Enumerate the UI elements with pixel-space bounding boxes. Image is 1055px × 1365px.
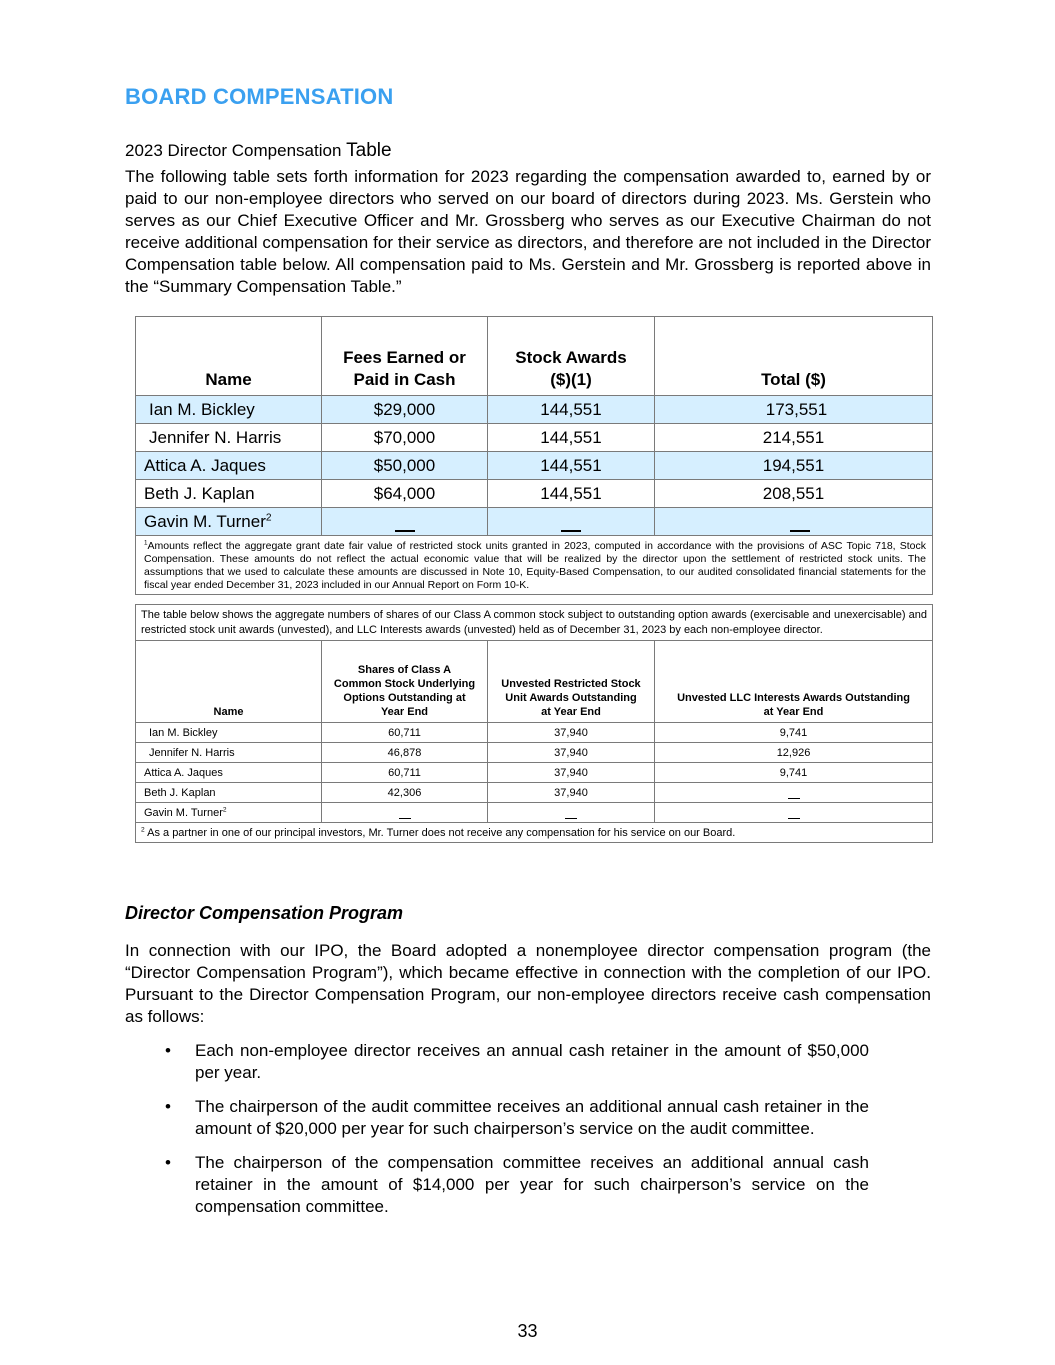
page-number: 33: [517, 1321, 538, 1341]
cell-options: 60,711: [322, 763, 488, 783]
em-dash: [788, 798, 800, 799]
cell-stock: 144,551: [488, 480, 655, 508]
page-heading: BOARD COMPENSATION: [125, 84, 394, 109]
table-footnote-row: [136, 823, 933, 843]
cell-fees: $29,000: [322, 396, 488, 424]
cell-rsu: 37,940: [488, 743, 655, 763]
table-header-row: [136, 317, 933, 396]
cell-fees: $64,000: [322, 480, 488, 508]
header-line: Options Outstanding at: [343, 692, 466, 704]
cell-options: 60,711: [322, 723, 488, 743]
cell-fees: $50,000: [322, 452, 488, 480]
header-fees-line1: Fees Earned or: [343, 348, 466, 367]
cell-total: 214,551: [655, 424, 933, 452]
header-line: Unvested Restricted Stock: [501, 678, 641, 690]
header-total: Total ($): [655, 317, 933, 396]
list-item-text: Each non-employee director receives an annual cash retainer in the amount of $50,000 per year.: [195, 1041, 869, 1082]
subheading-part2: Table: [346, 140, 392, 161]
cell-name: Ian M. Bickley: [136, 396, 322, 424]
cell-rsu: 37,940: [488, 783, 655, 803]
table-row: [136, 743, 933, 763]
cell-stock: 144,551: [488, 452, 655, 480]
footnote-ref: 2: [265, 511, 272, 523]
header-line: Year End: [380, 706, 429, 718]
cell-name: Jennifer N. Harris: [136, 424, 322, 452]
table-row: [136, 396, 933, 424]
em-dash: [565, 818, 577, 819]
cell-llc: [655, 783, 933, 803]
cell-options: 46,878: [322, 743, 488, 763]
header-name: Name: [136, 641, 322, 723]
list-item: [165, 1152, 869, 1218]
table-row: [136, 424, 933, 452]
table-row: [136, 783, 933, 803]
cell-llc: 9,741: [655, 763, 933, 783]
em-dash: [399, 818, 411, 819]
table-intro-row: [136, 605, 933, 641]
cell-llc: 9,741: [655, 723, 933, 743]
table2-footnote: [136, 823, 933, 843]
cell-name: Ian M. Bickley: [136, 723, 322, 743]
cell-total: 173,551: [655, 396, 933, 424]
cell-stock: 144,551: [488, 424, 655, 452]
cell-options: 42,306: [322, 783, 488, 803]
em-dash: [788, 818, 800, 819]
cell-fees: [322, 508, 488, 536]
cell-name: Jennifer N. Harris: [136, 743, 322, 763]
cell-name-text: Gavin M. Turner: [144, 806, 223, 819]
cell-name: [136, 803, 322, 823]
cell-total: 194,551: [655, 452, 933, 480]
header-stock-line1: Stock Awards: [515, 348, 627, 367]
cell-name-text: Gavin M. Turner: [144, 511, 266, 531]
cell-name: Beth J. Kaplan: [136, 783, 322, 803]
header-line: Unit Awards Outstanding: [505, 692, 637, 704]
cell-options: [322, 803, 488, 823]
header-options: [322, 641, 488, 723]
footnote-text: Amounts reflect the aggregate grant date fair value of restricted stock units granted in 2023, computed in accordance with the provisions of ASC Topic 718, Stock Compensation. These amounts do not reflect the actual economic value that will be realized by the director upon the settlement of restricted stock units. The assumptions that we used to calculate these amounts are discussed in Note 10, Equity-Based Compensation, to our audited consolidated financial statements for the fiscal year ended December 31, 2023 included in our Annual Report on Form 10-K.: [144, 540, 926, 591]
table-row: [136, 508, 933, 536]
table-footnote-row: [136, 536, 933, 595]
list-item-text: The chairperson of the audit committee receives an additional annual cash retainer in the amount of $20,000 per year for such chairperson’s service on the audit committee.: [195, 1097, 869, 1138]
footnote-ref: 2: [222, 805, 227, 813]
header-rsu: [488, 641, 655, 723]
subheading-part1: 2023 Director Compensation: [125, 141, 347, 160]
program-bullet-list: [165, 1040, 869, 1230]
table-row: [136, 723, 933, 743]
director-compensation-table: [135, 316, 933, 595]
cell-rsu: 37,940: [488, 763, 655, 783]
cell-name: Beth J. Kaplan: [136, 480, 322, 508]
list-item: [165, 1040, 869, 1084]
em-dash: [790, 530, 810, 532]
cell-stock: 144,551: [488, 396, 655, 424]
program-title: Director Compensation Program: [125, 903, 404, 923]
cell-rsu: [488, 803, 655, 823]
footnote-marker: 2: [141, 825, 145, 833]
bullet-icon: •: [165, 1153, 171, 1172]
cell-name: Attica A. Jaques: [136, 452, 322, 480]
header-line: Common Stock Underlying: [333, 678, 476, 690]
table1-footnote: [136, 536, 933, 595]
cell-name: Attica A. Jaques: [136, 763, 322, 783]
header-stock-awards: [488, 317, 655, 396]
table-row: [136, 452, 933, 480]
bullet-icon: •: [165, 1041, 171, 1060]
cell-llc: [655, 803, 933, 823]
table-row: [136, 480, 933, 508]
header-line: at Year End: [541, 706, 601, 718]
list-item: [165, 1096, 869, 1140]
cell-name: [136, 508, 322, 536]
table-row: [136, 763, 933, 783]
em-dash: [561, 530, 581, 532]
outstanding-awards-table: [135, 604, 933, 843]
bullet-icon: •: [165, 1097, 171, 1116]
cell-rsu: 37,940: [488, 723, 655, 743]
table2-intro: The table below shows the aggregate numbers of shares of our Class A common stock subject to outstanding option awards (exercisable and unexercisable) and restricted stock unit awards (unvested), and LLC Interests awards (unvested) held as of December 31, 2023 by each non-employee director.: [136, 605, 933, 641]
cell-fees: $70,000: [322, 424, 488, 452]
header-line: Unvested LLC Interests Awards Outstanding: [677, 692, 910, 704]
intro-paragraph: The following table sets forth information for 2023 regarding the compensation awarded to, earned by or paid to our non-employee directors who served on our board of directors during 2023. Ms. Gerstein who serves as our Chief Executive Officer and Mr. Grossberg who serves as our Executive Chairman do not receive additional compensation for their service as directors, and therefore are not included in the Director Compensation table below. All compensation paid to Ms. Gerstein and Mr. Grossberg is reported above in the “Summary Compensation Table.”: [125, 167, 931, 296]
cell-total: [655, 508, 933, 536]
header-line: Shares of Class A: [357, 664, 452, 676]
program-paragraph: In connection with our IPO, the Board adopted a nonemployee director compensation program (the “Director Compensation Program”), which became effective in connection with the completion of our IPO. Pursuant to the Director Compensation Program, our non-employee directors receive cash compensation as follows:: [125, 941, 931, 1026]
table-subheading: [125, 140, 392, 162]
header-name: Name: [136, 317, 322, 396]
list-item-text: The chairperson of the compensation committee receives an additional annual cash retainer in the amount of $14,000 per year for such chairperson’s service on the compensation committee.: [195, 1153, 869, 1216]
header-llc: [655, 641, 933, 723]
table-row: [136, 803, 933, 823]
cell-total: 208,551: [655, 480, 933, 508]
em-dash: [395, 530, 415, 532]
table-header-row: [136, 641, 933, 723]
cell-stock: [488, 508, 655, 536]
header-fees-line2: Paid in Cash: [353, 370, 456, 389]
header-line: at Year End: [763, 706, 824, 718]
header-stock-line2: ($)(1): [550, 370, 592, 389]
footnote-marker: 1: [144, 539, 148, 547]
footnote-text: As a partner in one of our principal investors, Mr. Turner does not receive any compensation for his service on our Board.: [144, 826, 736, 839]
header-fees: [322, 317, 488, 396]
cell-llc: 12,926: [655, 743, 933, 763]
